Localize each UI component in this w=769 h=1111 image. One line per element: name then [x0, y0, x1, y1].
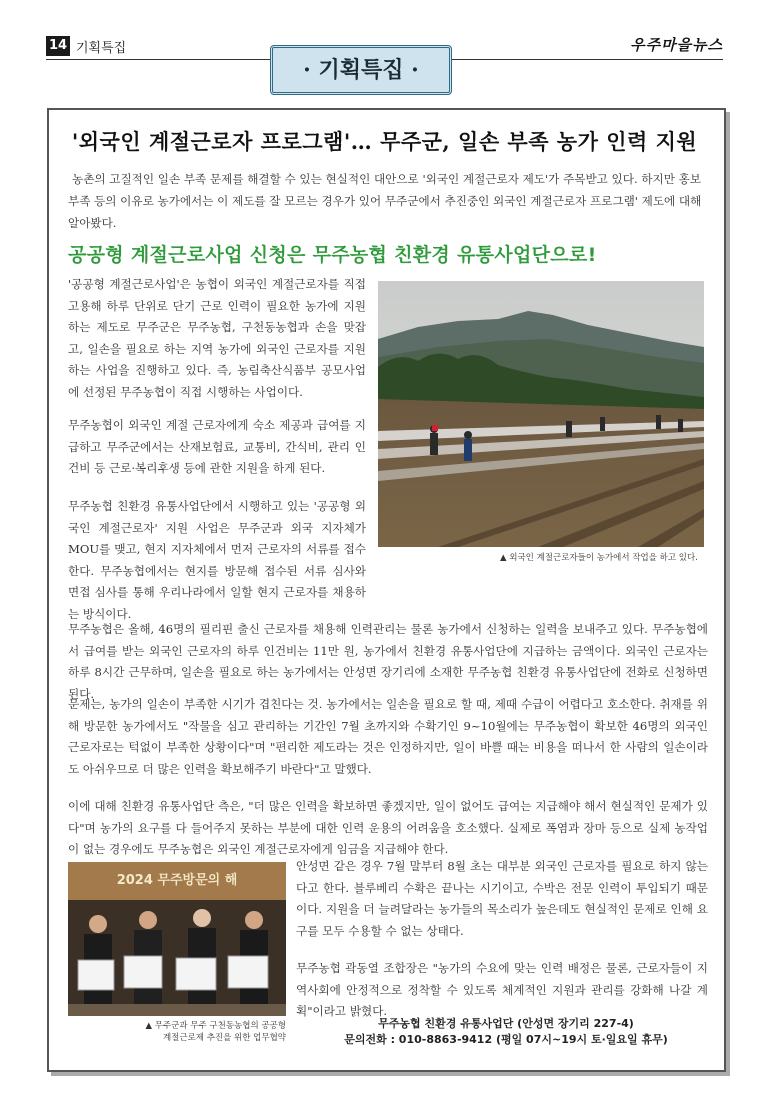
photo-caption: ▲ 외국인 계절근로자들이 농가에서 작업을 하고 있다.: [500, 553, 698, 563]
paragraph: 이에 대해 친환경 유통사업단 측은, "더 많은 인력을 확보하면 좋겠지만, 일이 없어도 급여는 지급해야 해서 현실적인 문제가 있다"며 농가의 요구를 다 들어주지 못하는 부분에 대한 인력 운용의 어려움을 호소했다. 실제로 폭염과 장마 등으로 실제 농작업이 없는 경우에도 무주농협은 외국인 계절근로자에게 임금을 지급해야 한다.: [68, 799, 708, 857]
paragraph: 문제는, 농가의 일손이 부족한 시기가 겹친다는 것. 농가에서는 일손을 필요로 할 때, 제때 수급이 어렵다고 호소한다. 취재를 위해 방문한 농가에서도 "작물을 심고 관리하는 기간인 7월 초까지와 수확기인 9~10월에는 무주농협이 확보한 46명의 외국인 근로자로는 턱없이 부족한 상황이다"며 "편리한 제도라는 것은 인정하지만, 일이 바쁠 때는 비용을 떠나서 한 사람의 일손이라도 아쉬우므로 더 많은 인력을 확보해주기 바란다"고 말했다.: [68, 697, 708, 776]
article-lead: 농촌의 고질적인 일손 부족 문제를 해결할 수 있는 현실적인 대안으로 '외국인 계절근로자 제도'가 주목받고 있다. 하지만 홍보 부족 등의 이유로 농가에서는 이 제도를 잘 모르는 경우가 있어 무주군에서 추진중인 외국인 계절근로자 프로그램' 제도에 대해 알아봤다.: [68, 172, 702, 230]
article-headline: '외국인 계절근로자 프로그램'… 무주군, 일손 부족 농가 인력 지원: [71, 129, 698, 154]
paragraph: '공공형 계절근로사업'은 농협이 외국인 계절근로자를 직접 고용해 하루 단위로 단기 근로 인력이 필요한 농가에 지원하는 제도로 무주군은 무주농협, 구천동농협과 손을 맞잡고, 일손을 필요로 하는 지역 농가에 외국인 근로자를 지원하는 사업을 진행하고 있다. 즉, 농림축산식품부 공모사업에 선정된 무주농협이 직접 시행하는 사업이다.: [68, 277, 366, 399]
mou-signing-photo: [68, 862, 286, 1016]
page-number: 14: [46, 36, 70, 56]
publication-logo: 우주마을뉴스: [630, 36, 723, 54]
paragraph: 무주농협 곽동열 조합장은 "농가의 수요에 맞는 인력 배정은 물론, 근로자들이 지역사회에 안정적으로 정착할 수 있도록 체계적인 지원과 관리를 강화해 나갈 계획"이라고 밝혔다.: [296, 961, 708, 1019]
article-subheading: 공공형 계절근로사업 신청은 무주농협 친환경 유통사업단으로!: [68, 244, 597, 266]
photo-caption: [100, 1020, 286, 1044]
contact-phone: 문의전화 : 010-8863-9412 (평일 07시~19시 토·일요일 휴무): [344, 1033, 668, 1046]
section-label: 기획특집: [76, 41, 127, 56]
contact-info: [300, 1016, 712, 1048]
contact-address: 무주농협 친환경 유통사업단 (안성면 장기리 227-4): [378, 1017, 634, 1030]
section-banner: · 기획특집 ·: [270, 45, 452, 95]
paragraph: 무주농협 친환경 유통사업단에서 시행하고 있는 '공공형 외국인 계절근로자' 지원 사업은 무주군과 외국 지자체가 MOU를 맺고, 현지 지자체에서 먼저 근로자의 서류를 접수한다. 무주농협에서는 현지를 방문해 접수된 서류 심사와 면접 심사를 통해 우리나라에서 일할 현지 근로자를 채용하는 방식이다.: [68, 499, 366, 621]
paragraph: 안성면 같은 경우 7월 말부터 8월 초는 대부분 외국인 근로자를 필요로 하지 않는다고 한다. 블루베리 수확은 끝나는 시기이고, 수박은 전문 인력이 투입되기 때문이다. 지원을 더 늘려달라는 농가들의 목소리가 높은데도 현실적인 문제로 인해 요구를 모두 수용할 수 없는 상태다.: [296, 859, 708, 938]
caption-line: ▲ 무주군과 무주 구천동농협의 공공형: [145, 1021, 286, 1031]
paragraph: 무주농협은 올해, 46명의 필리핀 출신 근로자를 채용해 인력관리는 물론 농가에서 신청하는 일력을 보내주고 있다. 무주농협에서 급여를 받는 외국인 근로자의 하루 인건비는 11만 원, 농가에서 친환경 유통사업단에 지급하는 금액이다. 외국인 근로자는 하루 8시간 근무하며, 일손을 필요로 하는 농가에서는 안성면 장기리에 소재한 무주농협 친환경 유통사업단에 전화로 신청하면 된다.: [68, 622, 708, 701]
farm-field-photo: [378, 281, 704, 547]
event-banner-text: 2024 무주방문의 해: [116, 873, 238, 888]
paragraph: 무주농협이 외국인 계절 근로자에게 숙소 제공과 급여를 지급하고 무주군에서는 산재보험료, 교통비, 간식비, 관리 인건비 등 근로·복리후생 등에 관한 지원을 하게 된다.: [68, 418, 366, 476]
caption-line: 계절근로제 추진을 위한 업무협약: [162, 1033, 286, 1043]
